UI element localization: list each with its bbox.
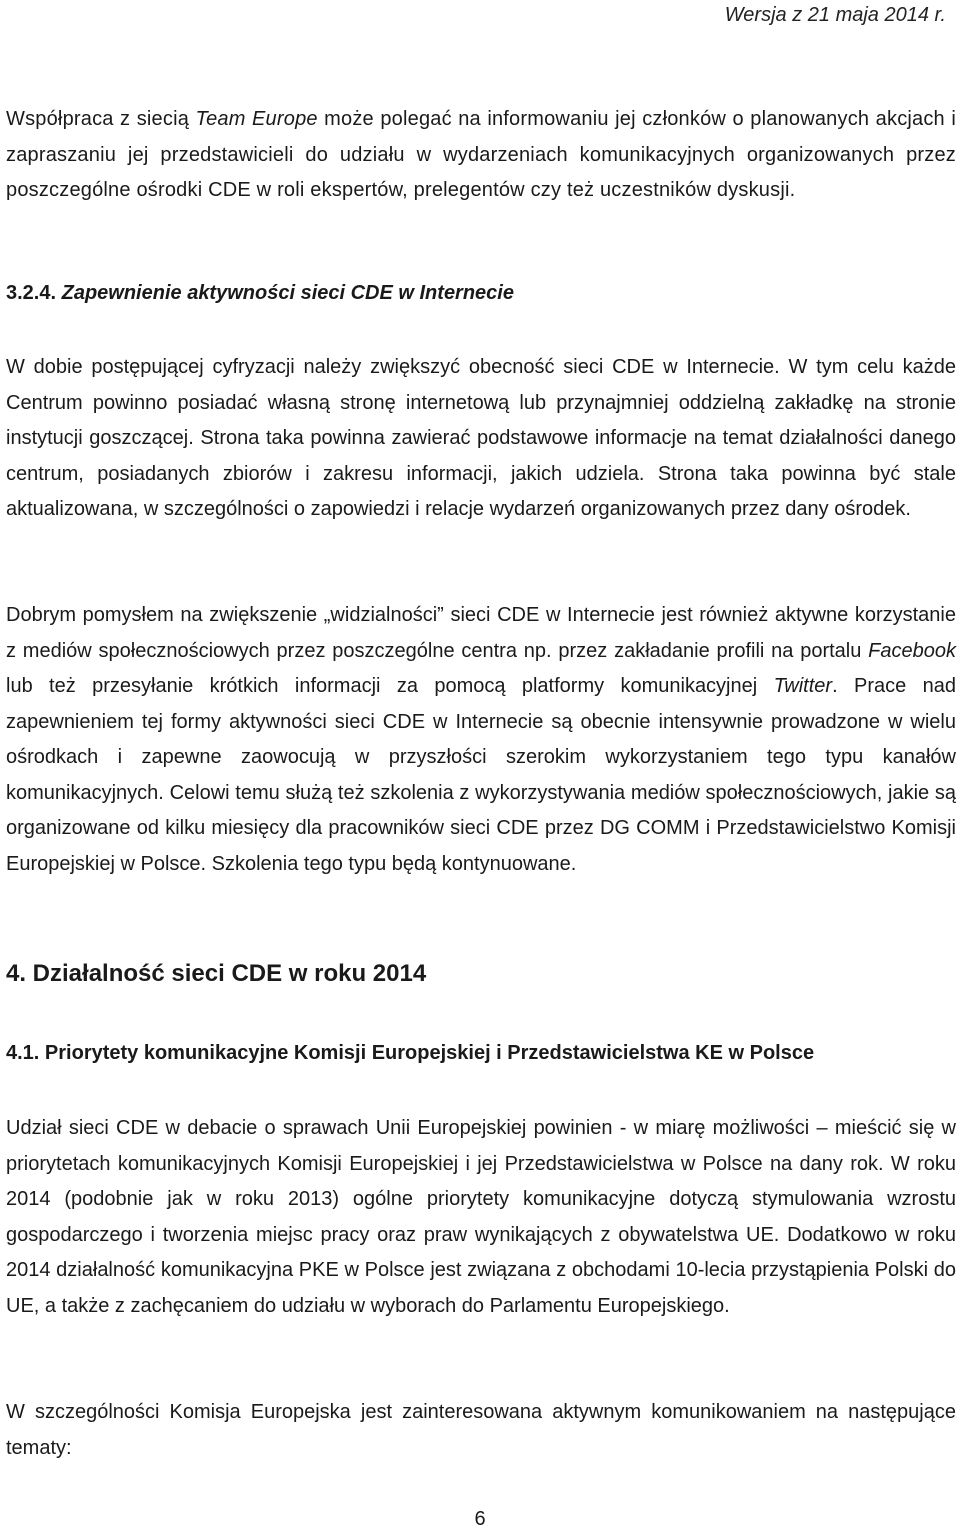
paragraph-team-europe bbox=[6, 102, 956, 209]
section-title: Zapewnienie aktywności sieci CDE w Internecie bbox=[56, 282, 514, 304]
version-header: Wersja z 21 maja 2014 r. bbox=[724, 4, 946, 26]
paragraph-text: lub też przesyłanie krótkich informacji za pomocą platformy komunikacyjnej bbox=[6, 675, 774, 697]
section-number: 3.2.4. bbox=[6, 282, 57, 304]
page-number: 6 bbox=[474, 1508, 486, 1530]
section-heading-4-1: 4.1. Priorytety komunikacyjne Komisji Europejskiej i Przedstawicielstwa KE w Polsce bbox=[6, 1042, 815, 1064]
paragraph-text: Dobrym pomysłem na zwiększenie „widzialności” sieci CDE w Internecie jest również aktywne korzystanie z mediów społecznościowych przez poszczególne centra np. przez zakładanie profili na portalu bbox=[6, 604, 956, 662]
paragraph-internet-presence: W dobie postępującej cyfryzacji należy zwiększyć obecność sieci CDE w Internecie. W tym celu każde Centrum powinno posiadać własną stronę internetową lub przynajmniej oddzielną zakładkę na stronie instytucji goszczącej. Strona taka powinna zawierać podstawowe informacje na temat działalności danego centrum, posiadanych zbiorów i zakresu informacji, jakich udziela. Strona taka powinna być stale aktualizowana, w szczególności o zapowiedzi i relacje wydarzeń organizowanych przez dany ośrodek. bbox=[6, 356, 956, 520]
paragraph-topics-intro: W szczególności Komisja Europejska jest zainteresowana aktywnym komunikowaniem na następujące tematy: bbox=[6, 1401, 956, 1459]
paragraph-italic-term: Facebook bbox=[868, 639, 956, 662]
paragraph-priorities: Udział sieci CDE w debacie o sprawach Unii Europejskiej powinien - w miarę możliwości – mieścić się w priorytetach komunikacyjnych Komisji Europejskiej i jej Przedstawicielstwa w Polsce na dany rok. W roku 2014 (podobnie jak w roku 2013) ogólne priorytety komunikacyjne dotyczą stymulowania wzrostu gospodarczego i tworzenia miejsc pracy oraz praw wynikających z obywatelstwa UE. Dodatkowo w roku 2014 działalność komunikacyjna PKE w Polsce jest związana z obchodami 10-lecia przystąpienia Polski do UE, a także z zachęcaniem do udziału w wyborach do Parlamentu Europejskiego. bbox=[6, 1117, 956, 1317]
paragraph-social-media bbox=[6, 598, 956, 882]
paragraph-text: Współpraca z siecią bbox=[6, 108, 196, 130]
paragraph-text: . Prace nad zapewnieniem tej formy aktywności sieci CDE w Internecie są obecnie intensywnie prowadzone w wielu ośrodkach i zapewne zaowocują w przyszłości szerokim wykorzystaniem tego typu kanałów komunikacyjnych. Celowi temu służą też szkolenia z wykorzystywania mediów społecznościowych, jakie są organizowane od kilku miesięcy dla pracowników sieci CDE przez DG COMM i Przedstawicielstwo Komisji Europejskiej w Polsce. Szkolenia tego typu będą kontynuowane. bbox=[6, 675, 956, 875]
section-heading-3-2-4 bbox=[6, 282, 514, 305]
paragraph-italic-term: Twitter bbox=[773, 675, 833, 697]
paragraph-italic-term: Team Europe bbox=[195, 108, 318, 130]
section-heading-4: 4. Działalność sieci CDE w roku 2014 bbox=[6, 960, 427, 987]
paragraph-text: może polegać na informowaniu jej członków o planowanych akcjach i zapraszaniu jej przedstawicieli do udziału w wydarzeniach komunikacyjnych organizowanych przez poszczególne ośrodki CDE w roli ekspertów, prelegentów czy też uczestników dyskusji. bbox=[6, 108, 956, 201]
